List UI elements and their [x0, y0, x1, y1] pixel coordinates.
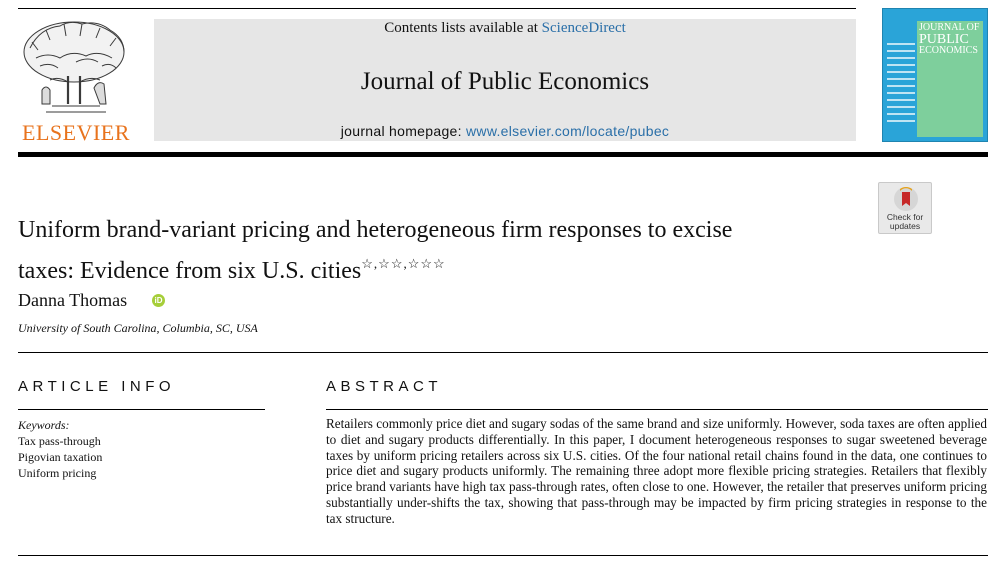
journal-homepage-link[interactable]: www.elsevier.com/locate/pubec [466, 123, 670, 139]
journal-masthead [154, 19, 856, 141]
keyword-item: Tax pass-through [18, 434, 101, 448]
article-title-line2-text: taxes: Evidence from six U.S. cities [18, 258, 362, 284]
cover-title [919, 23, 983, 56]
badge-line1: Check for [886, 212, 924, 222]
bookmark-icon [893, 186, 919, 212]
publisher-logo[interactable] [16, 18, 136, 146]
abstract-text: Retailers commonly price diet and sugary sodas of the same brand and size uniformly. However, soda taxes are often applied to diet and sugary products differentially. In this paper, I document heterogeneous responses to sugar sweetened beverage taxes by uniform pricing retailers across six U.S. cities. Of the four national retail chains found in the data, one continues to price diet and sugary products uniformly. The remaining three adopt more flexible pricing strategies. Retailers that flexibly price brand variants have high tax pass-through rates, often close to one. However, the retailer that preserves uniform pricing substantially under-shifts the tax, showing that pass-through may be impacted by firm pricing strategies in response to the tax structure. [326, 416, 987, 526]
cover-title-line2: PUBLIC [919, 32, 969, 47]
cover-title-line3: ECONOMICS [919, 45, 978, 56]
article-info-rule [18, 409, 265, 410]
abstract-rule [326, 409, 988, 410]
check-for-updates-button[interactable] [878, 182, 932, 234]
contents-prefix: Contents lists available at [384, 20, 542, 36]
cover-decoration [887, 43, 915, 127]
elsevier-tree-icon [16, 18, 136, 118]
homepage-prefix: journal homepage: [340, 123, 466, 139]
keyword-item: Uniform pricing [18, 466, 97, 480]
homepage-line [154, 123, 856, 139]
masthead-thick-rule [18, 152, 988, 157]
publisher-name: ELSEVIER [22, 120, 130, 145]
cover-title-line1: JOURNAL OF [919, 22, 980, 33]
abstract-heading: ABSTRACT [326, 378, 443, 395]
info-top-rule [18, 352, 988, 353]
author-name[interactable]: Danna Thomas [18, 290, 128, 310]
orcid-icon[interactable]: iD [152, 294, 165, 307]
article-title-line1: Uniform brand-variant pricing and heterogeneous firm responses to excise [18, 217, 733, 243]
title-footnote-marks[interactable]: ☆,☆☆,☆☆☆ [361, 256, 446, 271]
article-info-heading: ARTICLE INFO [18, 378, 176, 395]
article-title [18, 214, 868, 288]
keywords-label: Keywords: [18, 418, 70, 432]
check-for-updates-label [879, 213, 931, 231]
keyword-item: Pigovian taxation [18, 450, 103, 464]
top-rule [18, 8, 856, 9]
author-affiliation: University of South Carolina, Columbia, SC, USA [18, 321, 258, 335]
article-title-line2 [18, 247, 868, 288]
journal-title[interactable]: Journal of Public Economics [360, 68, 650, 95]
bottom-rule [18, 555, 988, 556]
journal-cover-image[interactable] [882, 8, 988, 142]
sciencedirect-link[interactable]: ScienceDirect [541, 20, 626, 36]
contents-line [154, 20, 856, 37]
badge-line2: updates [889, 221, 921, 231]
